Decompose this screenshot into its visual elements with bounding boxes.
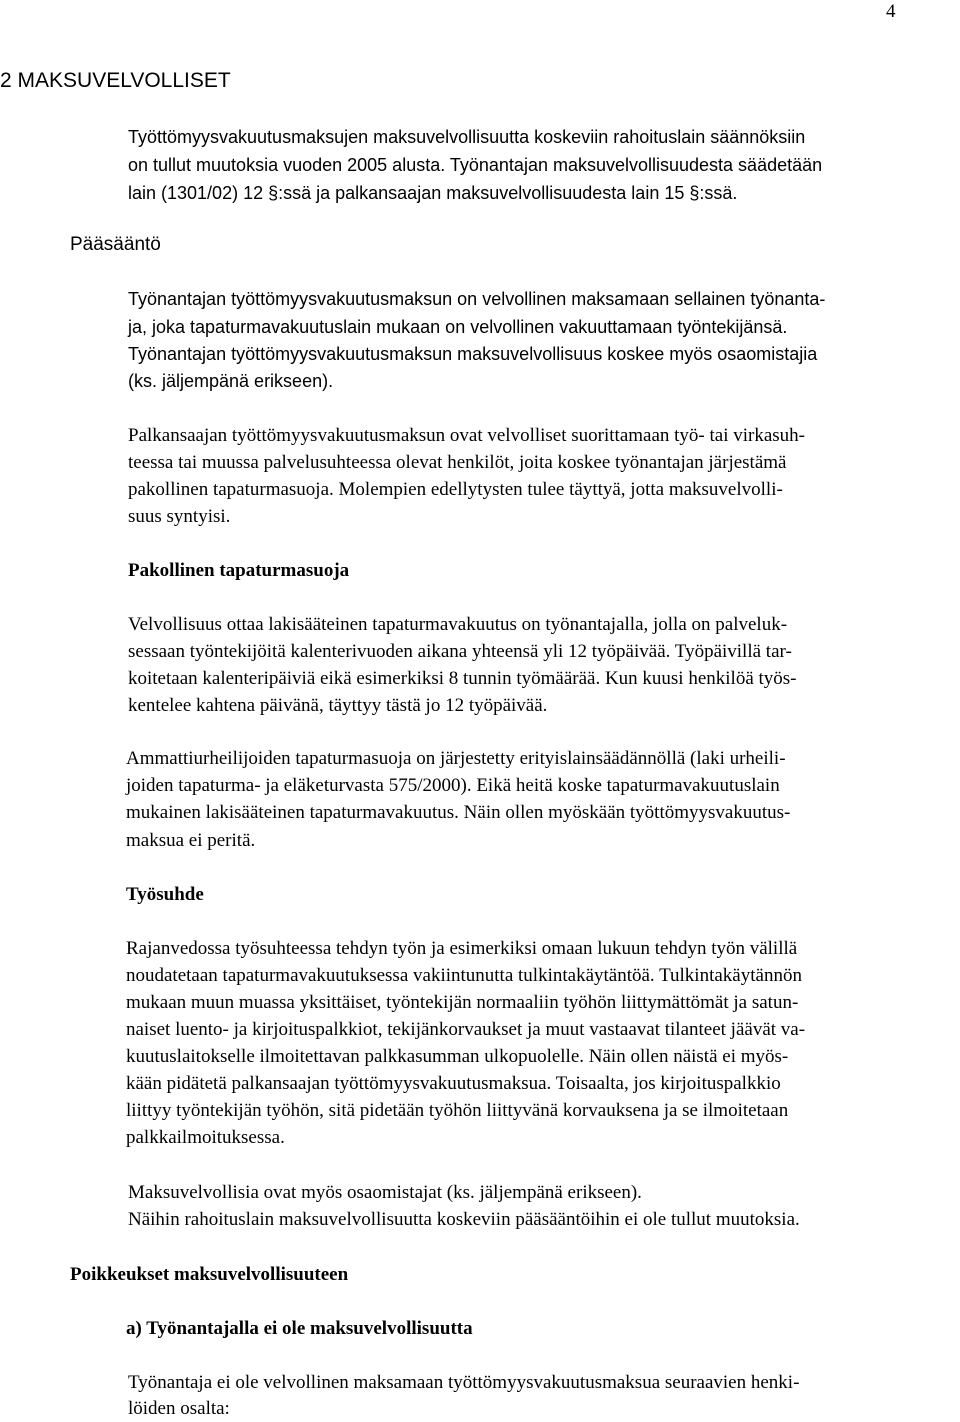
text-line: löiden osalta: [128, 1398, 230, 1419]
text-line: pakollinen tapaturmasuoja. Molempien edellytysten tulee täyttyä, jotta maksuvelvolli- [128, 479, 783, 500]
text-line: kuutuslaitokselle ilmoitettavan palkkasumman ulkopuolelle. Näin ollen näistä ei myös- [126, 1046, 789, 1067]
text-line: teessa tai muussa palvelusuhteessa olevat henkilöt, joita koskee työnantajan järjestämä [128, 452, 787, 473]
text-line: suus syntyisi. [128, 506, 231, 527]
text-line: Työttömyysvakuutusmaksujen maksuvelvollisuutta koskeviin rahoituslain säännöksiin [128, 127, 806, 147]
text-line: Rajanvedossa työsuhteessa tehdyn työn ja esimerkiksi omaan lukuun tehdyn työn välillä [126, 938, 798, 959]
text-line: Velvollisuus ottaa lakisääteinen tapaturmavakuutus on työnantajalla, jolla on palveluk- [128, 614, 788, 635]
text-line: mukaan muun muassa yksittäiset, työntekijän normaaliin työhön liittymättömät ja satun- [126, 992, 799, 1013]
heading-mandatory-insurance: Pakollinen tapaturmasuoja [128, 560, 350, 581]
text-line: on tullut muutoksia vuoden 2005 alusta. Työnantajan maksuvelvollisuudesta säädetään [128, 155, 823, 175]
text-line: palkkailmoituksessa. [126, 1127, 285, 1148]
section-title: 2 MAKSUVELVOLLISET [0, 69, 231, 92]
text-line: mukainen lakisääteinen tapaturmavakuutus. Näin ollen myöskään työttömyysvakuutus- [126, 802, 791, 823]
text-line: kentelee kahtena päivänä, täyttyy tästä jo 12 työpäivää. [128, 695, 548, 716]
subheading-a: a) Työnantajalla ei ole maksuvelvollisuutta [126, 1318, 473, 1339]
text-line: Työnantajan työttömyysvakuutusmaksun on velvollinen maksamaan sellainen työnanta- [128, 289, 826, 309]
text-line: Ammattiurheilijoiden tapaturmasuoja on järjestetty erityislainsäädännöllä (laki urheili- [126, 748, 786, 769]
text-line: sessaan työntekijöitä kalenterivuoden aikana yhteensä yli 12 työpäivää. Työpäivillä tar- [128, 641, 792, 662]
text-line: naiset luento- ja kirjoituspalkkiot, tekijänkorvaukset ja muut vastaavat tilanteet jäävät va- [126, 1019, 806, 1040]
text-line: Palkansaajan työttömyysvakuutusmaksun ovat velvolliset suorittamaan työ- tai virkasuh- [128, 425, 806, 446]
text-line: (ks. jäljempänä erikseen). [128, 371, 334, 391]
text-line: kään pidätetä palkansaajan työttömyysvakuutusmaksua. Toisaalta, jos kirjoituspalkkio [126, 1073, 781, 1094]
heading-exceptions: Poikkeukset maksuvelvollisuuteen [70, 1264, 349, 1285]
text-line: Työnantaja ei ole velvollinen maksamaan työttömyysvakuutusmaksua seuraavien henki- [128, 1372, 800, 1393]
text-line: liittyy työntekijän työhön, sitä pidetään työhön liittyvänä korvauksena ja se ilmoitetaan [126, 1100, 789, 1121]
text-line: Näihin rahoituslain maksuvelvollisuutta koskeviin pääsääntöihin ei ole tullut muutoksia. [128, 1209, 800, 1230]
text-line: koitetaan kalenteripäiviä eikä esimerkiksi 8 tunnin työmäärää. Kun kuusi henkilöä työs- [128, 668, 797, 689]
text-line: Työnantajan työttömyysvakuutusmaksun maksuvelvollisuus koskee myös osaomistajia [128, 344, 818, 364]
side-heading-main-rule: Pääsääntö [70, 234, 161, 255]
text-line: joiden tapaturma- ja eläketurvasta 575/2000). Eikä heitä koske tapaturmavakuutuslain [126, 775, 780, 796]
text-line: ja, joka tapaturmavakuutuslain mukaan on velvollinen vakuuttamaan työntekijänsä. [128, 317, 788, 337]
text-line: noudatetaan tapaturmavakuutuksessa vakiintunutta tulkintakäytäntöä. Tulkintakäytännön [126, 965, 802, 986]
text-line: Maksuvelvollisia ovat myös osaomistajat (ks. jäljempänä erikseen). [128, 1182, 642, 1203]
heading-employment: Työsuhde [126, 884, 204, 905]
text-line: lain (1301/02) 12 §:ssä ja palkansaajan maksuvelvollisuudesta lain 15 §:ssä. [128, 183, 738, 203]
page-number: 4 [886, 1, 896, 22]
text-line: maksua ei peritä. [126, 830, 256, 851]
